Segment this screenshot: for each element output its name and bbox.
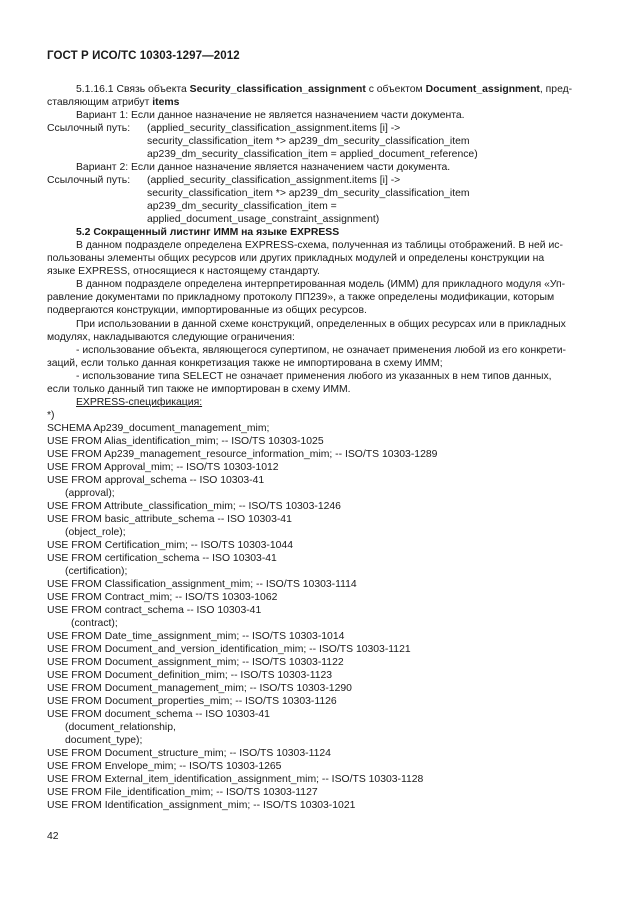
code-line: USE FROM Date_time_assignment_mim; -- ISO/TS 10303-1014 xyxy=(47,631,345,642)
code-line: USE FROM basic_attribute_schema -- ISO 10303-41 xyxy=(47,514,292,525)
code-line: *) xyxy=(47,410,55,421)
ref-path-2-line-b: security_classification_item *> ap239_dm_security_classification_item xyxy=(147,188,470,199)
paragraph-3-line-b: модулях, накладываются следующие ограничения: xyxy=(47,332,295,343)
section-5-1-16-1-text-c: с объектом xyxy=(365,84,426,95)
code-line: USE FROM File_identification_mim; -- ISO/TS 10303-1127 xyxy=(47,787,318,798)
entity-document-assignment: Document_assignment xyxy=(425,84,540,95)
code-line: (approval); xyxy=(65,488,115,499)
paragraph-3-line-a: При использовании в данной схеме конструкций, определенных в общих ресурсах или в прикладных xyxy=(76,319,566,330)
code-line: USE FROM Envelope_mim; -- ISO/TS 10303-1265 xyxy=(47,761,282,772)
code-line: USE FROM document_schema -- ISO 10303-41 xyxy=(47,709,270,720)
paragraph-1-line-b: пользованы элементы общих ресурсов или других прикладных модулей и определены конструкции на xyxy=(47,253,545,264)
section-5-2-heading: 5.2 Сокращенный листинг ИММ на языке EXPRESS xyxy=(76,227,340,238)
code-line: USE FROM Identification_assignment_mim; -- ISO/TS 10303-1021 xyxy=(47,800,356,811)
paragraph-4-line-b: заций, если только данная конкретизация также не импортирована в схему ИММ; xyxy=(47,358,443,369)
ref-path-1-line-b: security_classification_item *> ap239_dm_security_classification_item xyxy=(147,136,470,147)
section-5-1-16-1-text-line2a: ставляющим атрибут xyxy=(47,97,153,108)
paragraph-2-line-a: В данном подразделе определена интерпретированная модель (ИММ) для прикладного модуля «Уп- xyxy=(76,279,566,290)
express-spec-label: EXPRESS-спецификация: xyxy=(76,397,203,408)
code-line: USE FROM Document_and_version_identification_mim; -- ISO/TS 10303-1121 xyxy=(47,644,411,655)
paragraph-4-line-a: - использование объекта, являющегося супертипом, не означает применения любой из его конкрети- xyxy=(76,345,567,356)
ref-path-2-line-d: applied_document_usage_constraint_assignment) xyxy=(147,214,380,225)
entity-security-classification-assignment: Security_classification_assignment xyxy=(189,84,366,95)
code-line: USE FROM Document_definition_mim; -- ISO/TS 10303-1123 xyxy=(47,670,333,681)
paragraph-5-line-b: если только данный тип также не импортирован в схему ИММ. xyxy=(47,384,351,395)
code-line: USE FROM Approval_mim; -- ISO/TS 10303-1012 xyxy=(47,462,279,473)
code-line: (certification); xyxy=(65,566,128,577)
section-5-1-16-1-line1 xyxy=(76,83,572,96)
ref-path-2-line-c: ap239_dm_security_classification_item = xyxy=(147,201,337,212)
ref-path-2-line-a: (applied_security_classification_assignment.items [i] -> xyxy=(147,175,401,186)
code-line: USE FROM Contract_mim; -- ISO/TS 10303-1062 xyxy=(47,592,278,603)
paragraph-5-line-a: - использование типа SELECT не означает применения любого из указанных в нем типов данных, xyxy=(76,371,552,382)
section-5-1-16-1-line2 xyxy=(47,96,179,109)
paragraph-1-line-a: В данном подразделе определена EXPRESS-схема, полученная из таблицы отображений. В ней ис- xyxy=(76,240,563,251)
paragraph-2-line-c: подвергаются конструкции, импортированные из общих ресурсов. xyxy=(47,305,367,316)
code-line: USE FROM Document_structure_mim; -- ISO/TS 10303-1124 xyxy=(47,748,331,759)
page-number: 42 xyxy=(47,831,59,842)
ref-path-label-2: Ссылочный путь: xyxy=(47,175,131,186)
code-line: USE FROM Alias_identification_mim; -- ISO/TS 10303-1025 xyxy=(47,436,324,447)
code-line: USE FROM External_item_identification_assignment_mim; -- ISO/TS 10303-1128 xyxy=(47,774,424,785)
ref-path-1-line-c: ap239_dm_security_classification_item = applied_document_reference) xyxy=(147,149,478,160)
section-5-1-16-1-text-a: 5.1.16.1 Связь объекта xyxy=(76,84,190,95)
code-line: document_type); xyxy=(65,735,143,746)
ref-path-label-1: Ссылочный путь: xyxy=(47,123,131,134)
code-line: (document_relationship, xyxy=(65,722,176,733)
paragraph-1-line-c: языке EXPRESS, относящиеся к настоящему стандарту. xyxy=(47,266,320,277)
code-line: USE FROM certification_schema -- ISO 10303-41 xyxy=(47,553,277,564)
code-line: USE FROM Ap239_management_resource_information_mim; -- ISO/TS 10303-1289 xyxy=(47,449,438,460)
code-line: USE FROM Attribute_classification_mim; -- ISO/TS 10303-1246 xyxy=(47,501,341,512)
code-line: USE FROM Classification_assignment_mim; -- ISO/TS 10303-1114 xyxy=(47,579,357,590)
ref-path-1-line-a: (applied_security_classification_assignment.items [i] -> xyxy=(147,123,401,134)
code-line: USE FROM contract_schema -- ISO 10303-41 xyxy=(47,605,262,616)
code-line: USE FROM approval_schema -- ISO 10303-41 xyxy=(47,475,265,486)
attribute-items: items xyxy=(152,97,180,108)
code-line: (contract); xyxy=(71,618,118,629)
document-header: ГОСТ Р ИСО/ТС 10303-1297—2012 xyxy=(47,50,240,62)
variant-2: Вариант 2: Если данное назначение является назначением части документа. xyxy=(76,162,451,173)
code-line: USE FROM Document_properties_mim; -- ISO/TS 10303-1126 xyxy=(47,696,337,707)
code-line: USE FROM Document_assignment_mim; -- ISO/TS 10303-1122 xyxy=(47,657,344,668)
section-5-1-16-1-text-e: , пред- xyxy=(539,84,573,95)
variant-1: Вариант 1: Если данное назначение не является назначением части документа. xyxy=(76,110,465,121)
paragraph-2-line-b: равление документами по прикладному протоколу ПП239», а также определены модификации, которым xyxy=(47,292,555,303)
code-line: USE FROM Certification_mim; -- ISO/TS 10303-1044 xyxy=(47,540,293,551)
code-line: (object_role); xyxy=(65,527,126,538)
code-line: USE FROM Document_management_mim; -- ISO/TS 10303-1290 xyxy=(47,683,352,694)
code-line: SCHEMA Ap239_document_management_mim; xyxy=(47,423,270,434)
